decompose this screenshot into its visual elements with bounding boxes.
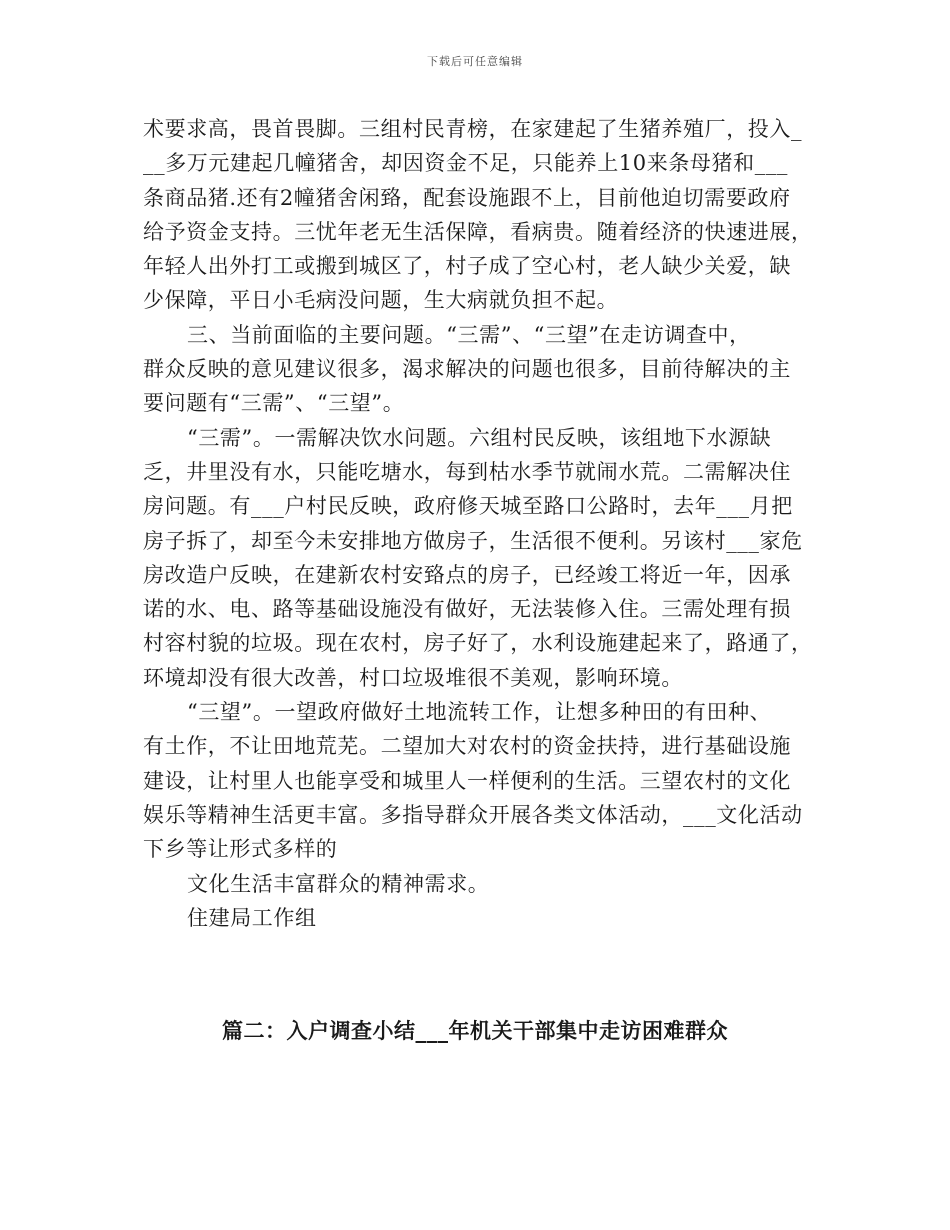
page-header: 下载后可任意编辑 — [427, 55, 523, 68]
text-line: 有土作，不让田地荒芜。二望加大对农村的资金扶持，进行基础设施 — [143, 734, 791, 759]
signature-line: 住建局工作组 — [187, 905, 317, 930]
text-line: 年轻人出外打工或搬到城区了，村子成了空心村，老人缺少关爱，缺 — [143, 254, 791, 279]
document-body — [143, 112, 823, 935]
text-line: 乏，井里没有水，只能吃塘水，每到枯水季节就闹水荒。二需解决住 — [143, 459, 791, 484]
section-title: 篇二：入户调查小结___年机关干部集中走访困难群众 — [222, 1019, 728, 1043]
text-line: 要问题有“三需”、“三望”。 — [143, 391, 405, 416]
text-line: 给予资金支持。三忧年老无生活保障，看病贵。随着经济的快速进展， — [143, 219, 813, 244]
text-line: 群众反映的意见建议很多，渴求解决的问题也很多，目前待解决的主 — [143, 357, 791, 382]
text-line: 术要求高，畏首畏脚。三组村民青榜，在家建起了生猪养殖厂，投入_ — [143, 117, 803, 141]
text-line: 房问题。有___户村民反映，政府修天城至路口公路时，去年___月把 — [143, 494, 793, 519]
text-line: 娱乐等精神生活更丰富。多指导群众开展各类文体活动，___文化活动 — [143, 802, 803, 827]
text-line: 环境却没有很大改善，村口垃圾堆很不美观，影响环境。 — [143, 665, 683, 690]
text-line: “三需”。一需解决饮水问题。六组村民反映，该组地下水源缺 — [187, 425, 772, 450]
text-line: __多万元建起几幢猪舍，却因资金不足，只能养上10来条母猪和___ — [143, 151, 789, 176]
text-line: 村容村貌的垃圾。现在农村，房子好了，水利设施建起来了，路通了， — [143, 631, 813, 656]
text-line: 文化生活丰富群众的精神需求。 — [187, 871, 490, 896]
text-line: 少保障，平日小毛病没问题，生大病就负担不起。 — [143, 288, 619, 313]
text-line: 三、当前面临的主要问题。“三需”、“三望”在走访调查中， — [187, 322, 751, 347]
text-line: 下乡等让形式多样的 — [143, 837, 338, 862]
text-line: 诺的水、电、路等基础设施没有做好，无法装修入住。三需处理有损 — [143, 597, 791, 622]
text-line: 条商品猪.还有2幢猪舍闲臵，配套设施跟不上，目前他迫切需要政府 — [143, 185, 791, 210]
text-line: 建设，让村里人也能享受和城里人一样便利的生活。三望农村的文化 — [143, 768, 791, 793]
text-line: 房子拆了，却至今未安排地方做房子，生活很不便利。另该村___家危 — [143, 528, 803, 553]
text-line: “三望”。一望政府做好土地流转工作，让想多种田的有田种、 — [187, 700, 772, 725]
text-line: 房改造户反映，在建新农村安臵点的房子，已经竣工将近一年，因承 — [143, 562, 791, 587]
